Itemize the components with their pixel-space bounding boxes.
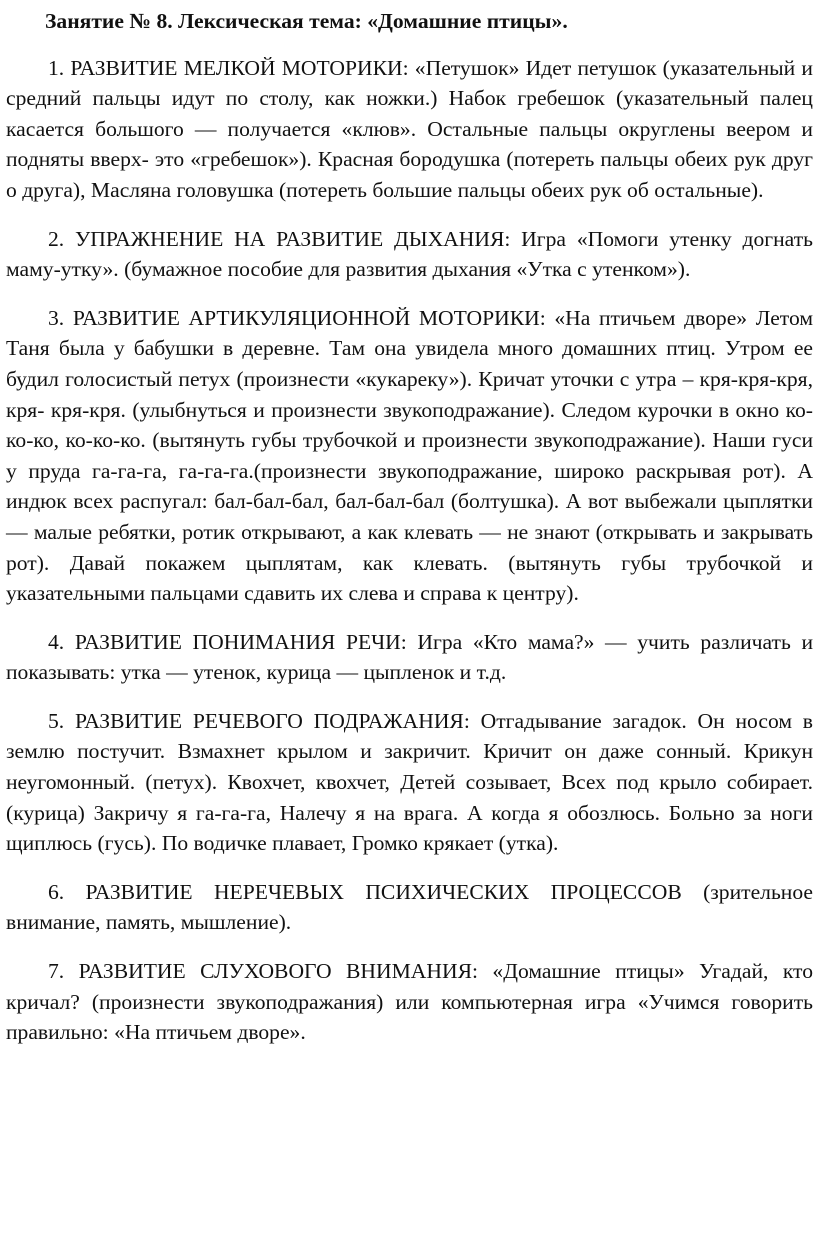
document-title: Занятие № 8. Лексическая тема: «Домашние птицы».: [45, 9, 568, 33]
paragraph-mental-processes: 6. РАЗВИТИЕ НЕРЕЧЕВЫХ ПСИХИЧЕСКИХ ПРОЦЕССОВ (зрительное внимание, память, мышление).: [6, 879, 813, 935]
paragraph-speech-imitation: 5. РАЗВИТИЕ РЕЧЕВОГО ПОДРАЖАНИЯ: Отгадывание загадок. Он носом в землю постучит. Взмахнет крылом и закричит. Кричит он даже сонный. Крикун неугомонный. (петух). Квохчет, квохчет, Детей созывает, Всех под крыло собирает. (курица) Закричу я га-га-га, Налечу я на врага. А когда я обозлюсь. Больно за ноги щиплюсь (гусь). По водичке плавает, Громко крякает (утка).: [6, 708, 813, 856]
paragraph-fine-motor: 1. РАЗВИТИЕ МЕЛКОЙ МОТОРИКИ: «Петушок» Идет петушок (указательный и средний пальцы идут по столу, как ножки.) Набок гребешок (указательный палец касается большого — получается «клюв». Остальные пальцы округлены веером и подняты вверх- это «гребешок»). Красная бородушка (потереть пальцы обеих рук друг о друга), Масляна головушка (потереть большие пальцы обеих рук об остальные).: [6, 55, 813, 202]
paragraph-speech-understanding: 4. РАЗВИТИЕ ПОНИМАНИЯ РЕЧИ: Игра «Кто мама?» — учить различать и показывать: утка — утенок, курица — цыпленок и т.д.: [6, 629, 813, 685]
paragraph-auditory-attention: 7. РАЗВИТИЕ СЛУХОВОГО ВНИМАНИЯ: «Домашние птицы» Угадай, кто кричал? (произнести звукоподражания) или компьютерная игра «Учимся говорить правильно: «На птичьем дворе».: [6, 959, 813, 1045]
paragraph-articulation: 3. РАЗВИТИЕ АРТИКУЛЯЦИОННОЙ МОТОРИКИ: «На птичьем дворе» Летом Таня была у бабушки в деревне. Там она увидела много домашних птиц. Утром ее будил голосистый петух (произнести «кукареку»). Кричат уточки с утра – кря-кря-кря, кря- кря-кря. (улыбнуться и произнести звукоподражание). Следом курочки в окно ко-ко-ко, ко-ко-ко. (вытянуть губы трубочкой и произнести звукоподражание). Наши гуси у пруда га-га-га, га-га-га.(произнести звукоподражание, широко раскрывая рот). А индюк всех распугал: бал-бал-бал, бал-бал-бал (болтушка). А вот выбежали цыплятки — малые ребятки, ротик открывают, а как клевать — не знают (открывать и закрывать рот). Давай покажем цыплятам, как клевать. (вытянуть губы трубочкой и указательными пальцами сдавить их слева и справа к центру).: [6, 305, 813, 606]
paragraph-breathing: 2. УПРАЖНЕНИЕ НА РАЗВИТИЕ ДЫХАНИЯ: Игра «Помоги утенку догнать маму-утку». (бумажное пособие для развития дыхания «Утка с утенком»).: [6, 226, 813, 282]
